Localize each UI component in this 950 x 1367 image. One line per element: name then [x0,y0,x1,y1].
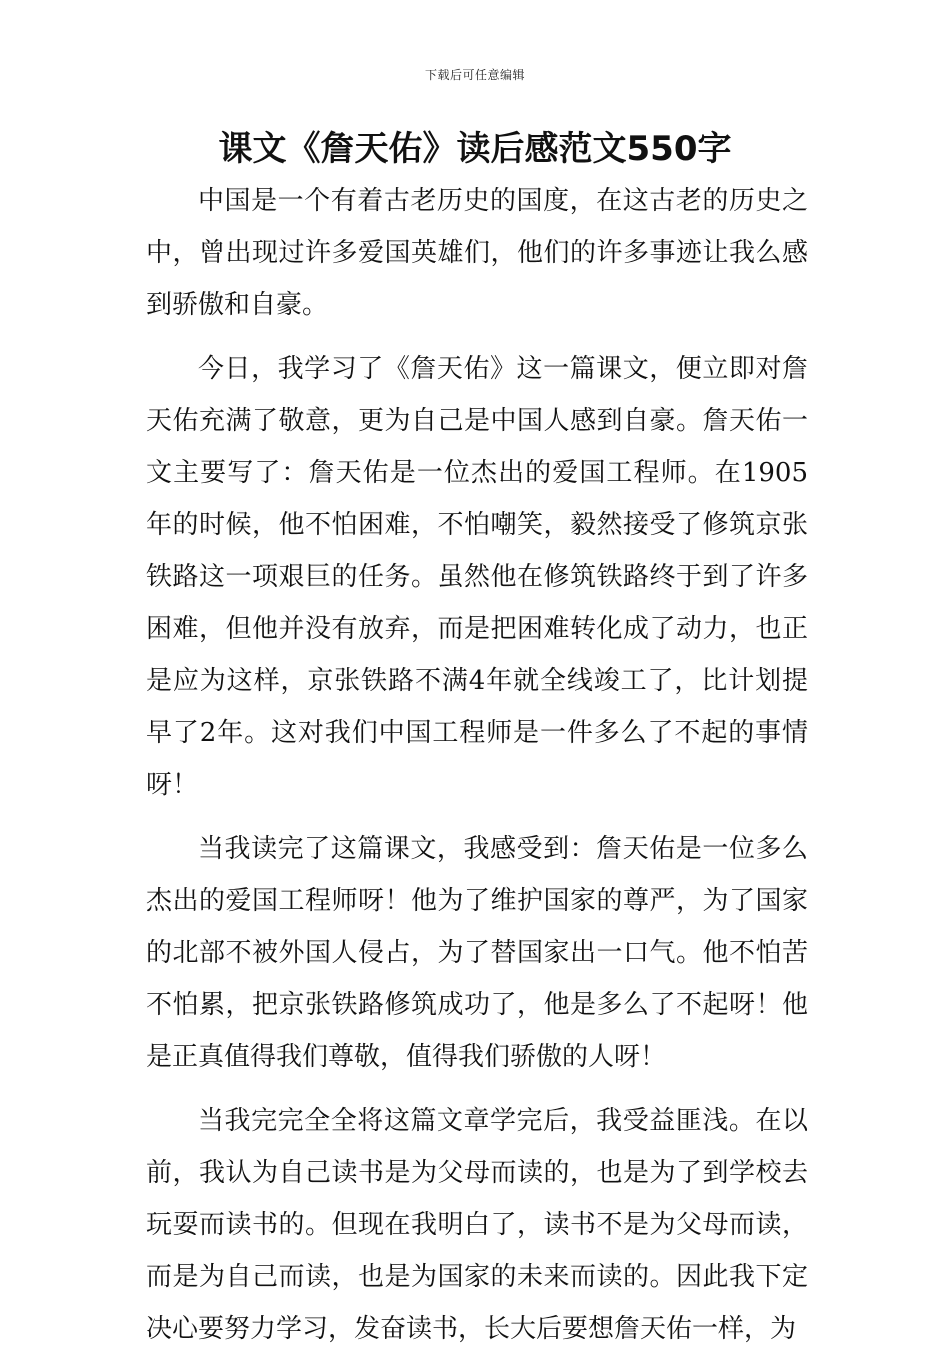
header-note: 下载后可任意编辑 [424,68,525,82]
paragraph-3: 当我读完了这篇课文，我感受到：詹天佑是一位多么杰出的爱国工程师呀！他为了维护国家的尊严，为了国家的北部不被外国人侵占，为了替国家出一口气。他不怕苦不怕累，把京张铁路修筑成功了，他是多么了不起呀！他是正真值得我们尊敬，值得我们骄傲的人呀！ [146,834,808,1072]
paragraph-1: 中国是一个有着古老历史的国度，在这古老的历史之中，曾出现过许多爱国英雄们，他们的许多事迹让我么感到骄傲和自豪。 [146,186,808,320]
paragraph-2: 今日，我学习了《詹天佑》这一篇课文，便立即对詹天佑充满了敬意，更为自己是中国人感到自豪。詹天佑一文主要写了：詹天佑是一位杰出的爱国工程师。在1905年的时候，他不怕困难，不怕嘲笑，毅然接受了修筑京张铁路这一项艰巨的任务。虽然他在修筑铁路终于到了许多困难，但他并没有放弃，而是把困难转化成了动力，也正是应为这样，京张铁路不满4年就全线竣工了，比计划提早了2年。这对我们中国工程师是一件多么了不起的事情呀！ [146,354,808,800]
paragraph-4: 当我完完全全将这篇文章学完后，我受益匪浅。在以前，我认为自己读书是为父母而读的，也是为了到学校去玩耍而读书的。但现在我明白了，读书不是为父母而读，而是为自己而读，也是为国家的未来而读的。因此我下定决心要努力学习，发奋读书，长大后要想詹天佑一样，为 [146,1106,808,1344]
document-title: 课文《詹天佑》读后感范文550字 [218,129,732,169]
document-body [146,175,808,1367]
